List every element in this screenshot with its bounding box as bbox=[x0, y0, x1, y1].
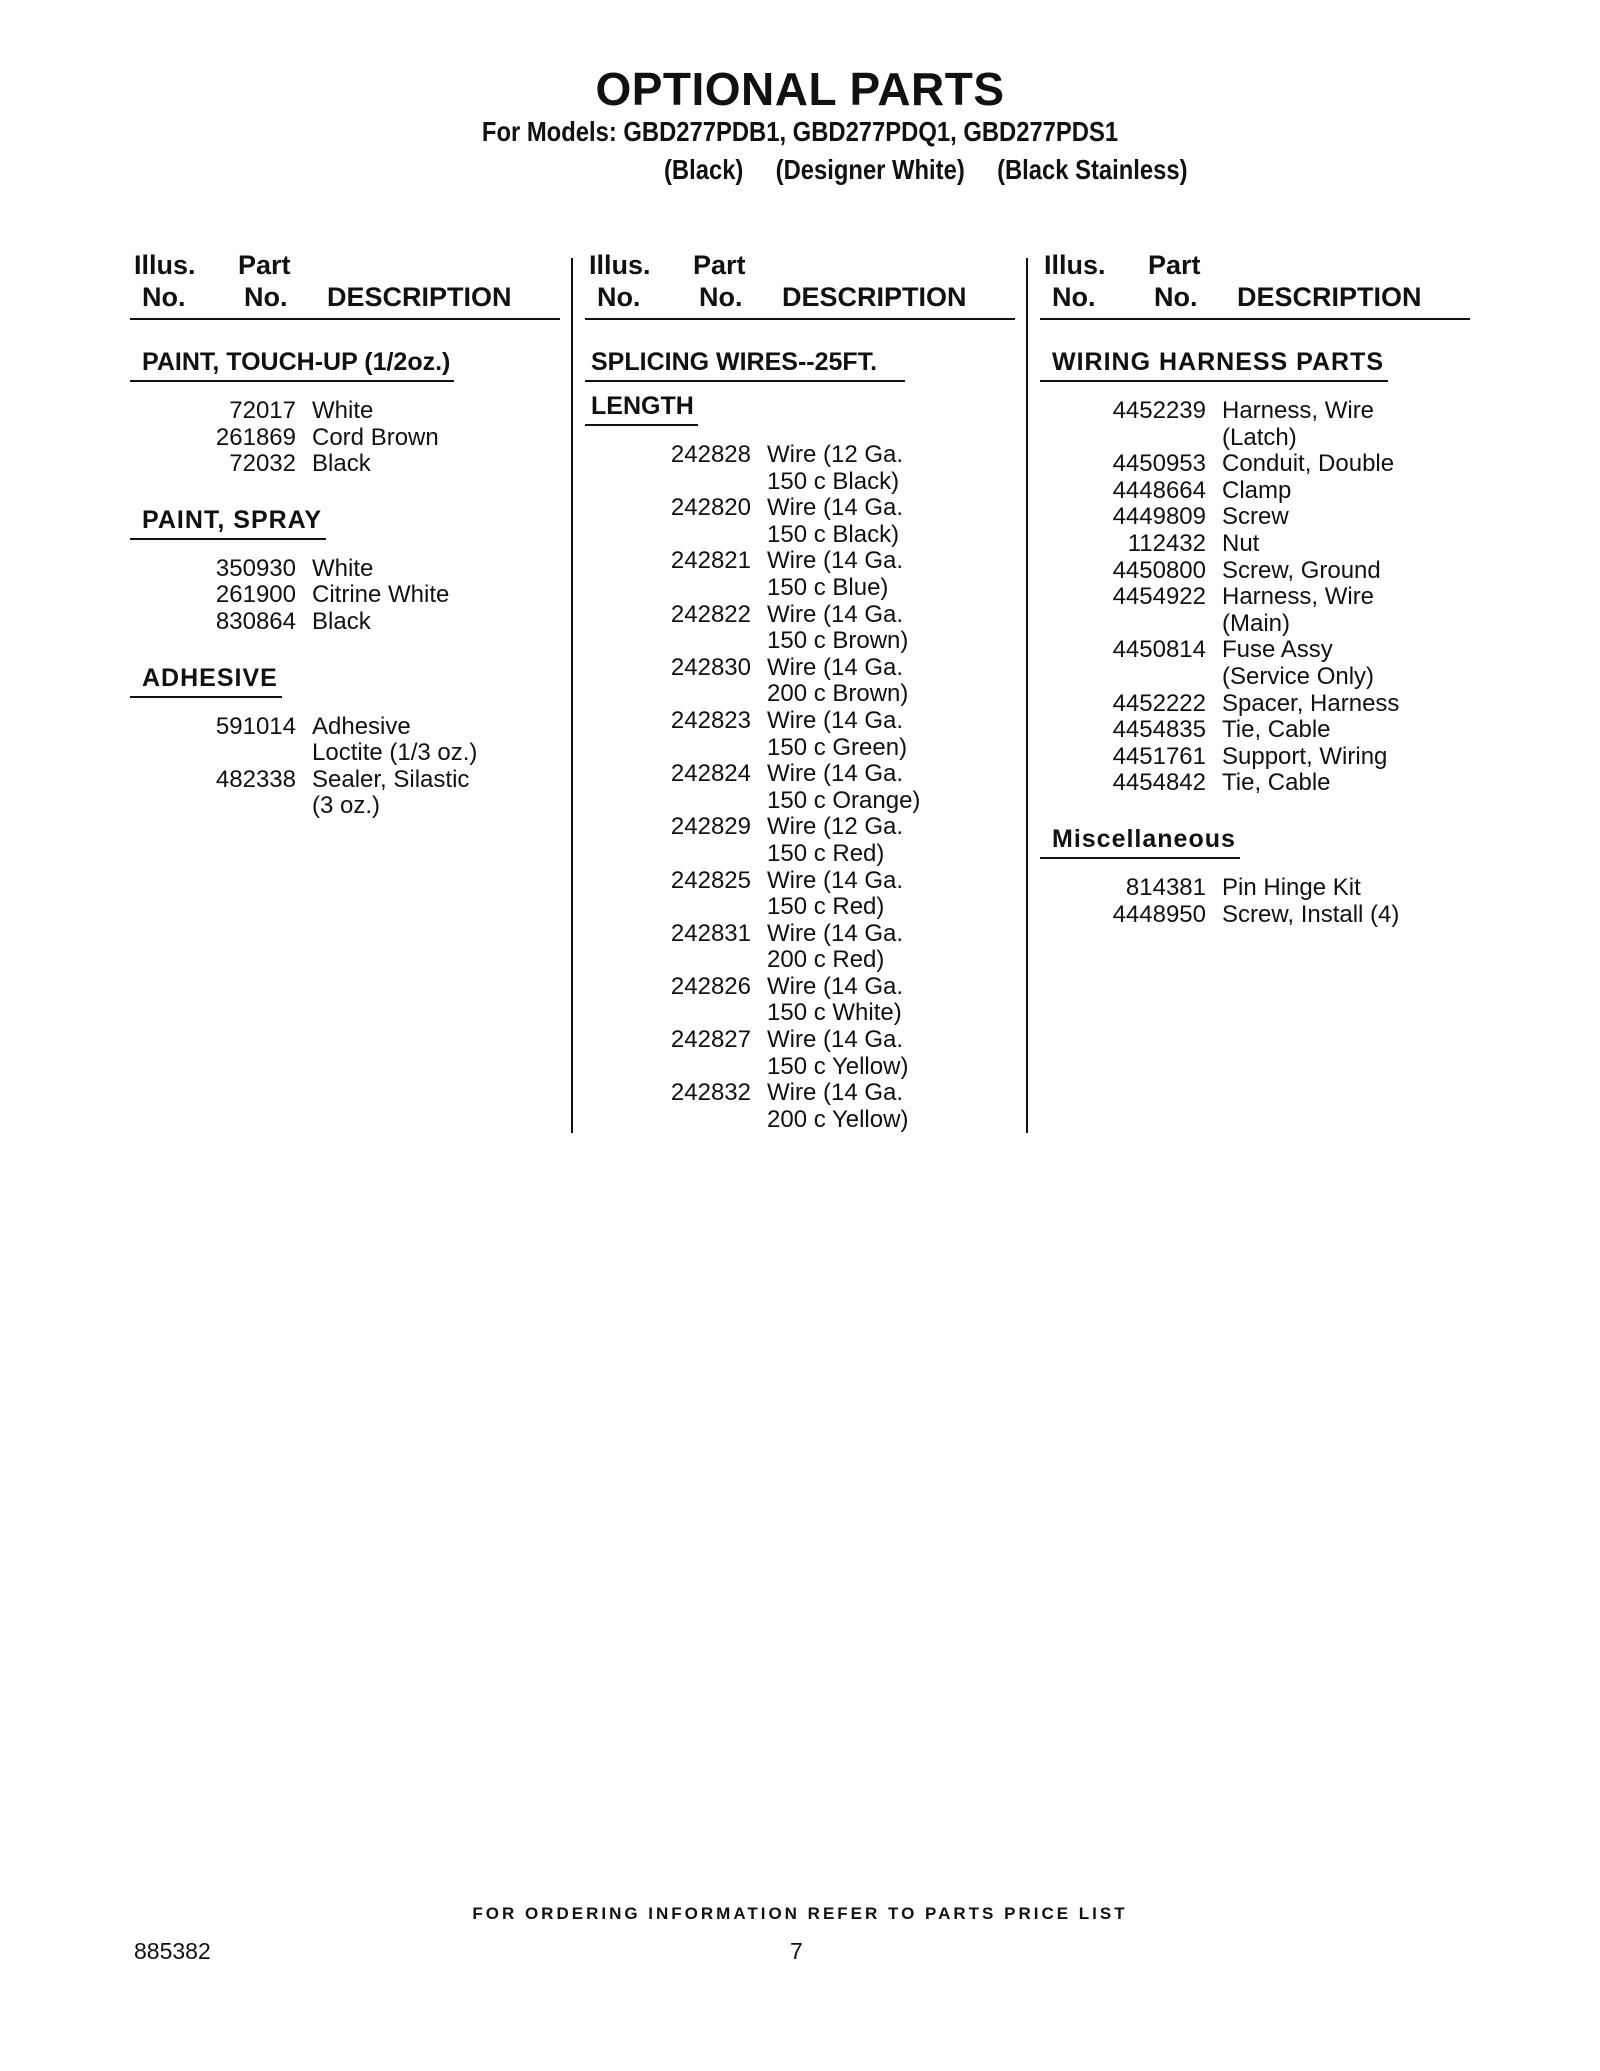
list-item bbox=[1040, 691, 1470, 718]
part-description: Tie, Cable bbox=[1222, 769, 1331, 797]
column-header bbox=[585, 250, 1015, 320]
header-description: DESCRIPTION bbox=[782, 282, 967, 312]
part-description: Wire (14 Ga. 150 c Black) bbox=[767, 494, 904, 548]
part-number: 4448664 bbox=[1112, 476, 1206, 504]
list-item bbox=[1040, 478, 1470, 505]
column-header bbox=[130, 250, 560, 320]
header-part-no: No. bbox=[244, 282, 288, 312]
part-number: 112432 bbox=[1127, 529, 1206, 557]
column-divider bbox=[571, 258, 573, 1133]
list-item bbox=[130, 609, 560, 636]
part-number: 4452239 bbox=[1112, 397, 1206, 424]
part-number: 261869 bbox=[215, 423, 296, 451]
part-description: Wire (14 Ga. 200 c Red) bbox=[767, 919, 904, 974]
section-title: SPLICING WIRES--25FT. bbox=[585, 348, 905, 382]
list-item bbox=[130, 556, 560, 583]
section-title: PAINT, SPRAY bbox=[130, 506, 326, 540]
list-item bbox=[1040, 451, 1470, 478]
list-item bbox=[1040, 744, 1470, 771]
section-miscellaneous bbox=[1040, 825, 1470, 928]
list-item bbox=[585, 602, 1015, 655]
list-item bbox=[585, 761, 1015, 814]
header-description: DESCRIPTION bbox=[1237, 282, 1422, 312]
part-description: Wire (12 Ga. 150 c Red) bbox=[767, 813, 904, 867]
ordering-note: FOR ORDERING INFORMATION REFER TO PARTS PRICE LIST bbox=[472, 1904, 1128, 1923]
part-number: 350930 bbox=[215, 554, 296, 582]
section-splicing-wires bbox=[585, 348, 1015, 1133]
part-description: Cord Brown bbox=[312, 423, 439, 451]
part-number: 242820 bbox=[670, 494, 751, 522]
part-number: 242829 bbox=[670, 813, 751, 841]
list-item bbox=[130, 425, 560, 452]
part-description: Wire (14 Ga. 200 c Brown) bbox=[767, 653, 909, 708]
page-title: OPTIONAL PARTS bbox=[595, 63, 1005, 115]
part-description: Citrine White bbox=[312, 581, 450, 609]
models-subtitle: For Models: GBD277PDB1, GBD277PDQ1, GBD277PDS1 bbox=[481, 116, 1119, 147]
header-illus: Illus. bbox=[589, 250, 651, 280]
part-number: 4448950 bbox=[1112, 900, 1206, 928]
part-description: Sealer, Silastic (3 oz.) bbox=[312, 765, 470, 820]
header-illus-no: No. bbox=[142, 282, 186, 312]
header-description: DESCRIPTION bbox=[327, 282, 512, 312]
section-title: PAINT, TOUCH-UP (1/2oz.) bbox=[130, 348, 454, 382]
part-description: Wire (14 Ga. 200 c Yellow) bbox=[767, 1079, 909, 1133]
section-title: Miscellaneous bbox=[1040, 825, 1240, 859]
parts-column-2 bbox=[585, 250, 1015, 1133]
part-number: 4454842 bbox=[1112, 769, 1206, 797]
part-description: Pin Hinge Kit bbox=[1222, 873, 1361, 901]
part-number: 261900 bbox=[215, 581, 296, 609]
part-number: 830864 bbox=[215, 607, 296, 635]
list-item bbox=[1040, 637, 1470, 690]
part-number: 242823 bbox=[670, 706, 751, 734]
part-description: Support, Wiring bbox=[1222, 742, 1388, 770]
part-description: Harness, Wire (Main) bbox=[1222, 583, 1375, 637]
list-item bbox=[1040, 504, 1470, 531]
part-number: 242821 bbox=[670, 547, 751, 575]
part-description: Wire (14 Ga. 150 c Red) bbox=[767, 866, 904, 921]
list-item bbox=[1040, 875, 1470, 902]
header-illus-no: No. bbox=[1052, 282, 1096, 312]
parts-column-3 bbox=[1040, 250, 1470, 928]
list-item bbox=[130, 582, 560, 609]
part-number: 4450814 bbox=[1112, 636, 1206, 664]
part-number: 242832 bbox=[670, 1079, 751, 1107]
list-item bbox=[585, 442, 1015, 495]
section-title: WIRING HARNESS PARTS bbox=[1040, 348, 1388, 382]
part-number: 242825 bbox=[670, 866, 751, 894]
section-adhesive bbox=[130, 664, 560, 820]
section-wiring-harness bbox=[1040, 348, 1470, 797]
header-part-no: No. bbox=[699, 282, 743, 312]
variant-designer-white: (Designer White) bbox=[775, 154, 965, 185]
header-part: Part bbox=[693, 250, 746, 280]
part-description: Screw bbox=[1222, 503, 1289, 531]
part-number: 242827 bbox=[670, 1026, 751, 1054]
part-description: Wire (14 Ga. 150 c Yellow) bbox=[767, 1026, 909, 1080]
list-item bbox=[585, 548, 1015, 601]
list-item bbox=[585, 974, 1015, 1027]
list-item bbox=[585, 1080, 1015, 1133]
part-description: Wire (14 Ga. 150 c White) bbox=[767, 972, 904, 1027]
part-description: Wire (14 Ga. 150 c Green) bbox=[767, 706, 908, 761]
parts-column-1 bbox=[130, 250, 560, 820]
variant-black-stainless: (Black Stainless) bbox=[997, 154, 1188, 185]
part-number: 242826 bbox=[670, 972, 751, 1000]
list-item bbox=[1040, 584, 1470, 637]
list-item bbox=[1040, 558, 1470, 585]
header-part: Part bbox=[1148, 250, 1201, 280]
part-number: 72032 bbox=[229, 450, 296, 478]
model-variants bbox=[664, 154, 1188, 186]
part-description: Nut bbox=[1222, 529, 1260, 557]
part-description: Screw, Install (4) bbox=[1222, 900, 1400, 928]
header-illus: Illus. bbox=[1044, 250, 1106, 280]
part-description: White bbox=[312, 554, 374, 582]
part-number: 4454922 bbox=[1112, 583, 1206, 611]
variant-black: (Black) bbox=[664, 154, 744, 185]
part-description: Screw, Ground bbox=[1222, 556, 1381, 584]
part-number: 4452222 bbox=[1112, 689, 1206, 717]
header-part: Part bbox=[238, 250, 291, 280]
header-part-no: No. bbox=[1154, 282, 1198, 312]
part-number: 4450953 bbox=[1112, 450, 1206, 478]
part-description: Adhesive Loctite (1/3 oz.) bbox=[312, 712, 478, 767]
list-item bbox=[130, 767, 560, 820]
part-number: 814381 bbox=[1125, 873, 1206, 901]
list-item bbox=[1040, 770, 1470, 797]
part-number: 242831 bbox=[670, 919, 751, 947]
header-illus: Illus. bbox=[134, 250, 196, 280]
list-item bbox=[585, 868, 1015, 921]
section-title-line-2: LENGTH bbox=[585, 392, 698, 426]
part-description: White bbox=[312, 397, 374, 424]
part-description: Fuse Assy (Service Only) bbox=[1222, 636, 1375, 690]
header-illus-no: No. bbox=[597, 282, 641, 312]
column-header bbox=[1040, 250, 1470, 320]
part-number: 4454835 bbox=[1112, 716, 1206, 744]
part-description: Tie, Cable bbox=[1222, 716, 1331, 744]
list-item bbox=[585, 921, 1015, 974]
part-description: Wire (14 Ga. 150 c Orange) bbox=[767, 760, 921, 814]
list-item bbox=[1040, 398, 1470, 451]
list-item bbox=[585, 495, 1015, 548]
column-divider bbox=[1026, 258, 1028, 1133]
part-number: 72017 bbox=[229, 397, 296, 424]
list-item bbox=[585, 708, 1015, 761]
part-number: 4451761 bbox=[1112, 742, 1206, 770]
part-number: 242830 bbox=[670, 653, 751, 681]
document-number: 885382 bbox=[134, 1938, 211, 1964]
part-description: Wire (14 Ga. 150 c Brown) bbox=[767, 600, 909, 655]
list-item bbox=[1040, 531, 1470, 558]
section-paint-spray bbox=[130, 506, 560, 636]
part-number: 242824 bbox=[670, 760, 751, 788]
part-description: Harness, Wire (Latch) bbox=[1222, 397, 1375, 451]
list-item bbox=[130, 451, 560, 478]
list-item bbox=[130, 714, 560, 767]
part-number: 242822 bbox=[670, 600, 751, 628]
part-description: Black bbox=[312, 450, 371, 478]
part-description: Conduit, Double bbox=[1222, 450, 1395, 478]
list-item bbox=[585, 655, 1015, 708]
list-item bbox=[585, 1027, 1015, 1080]
list-item bbox=[1040, 717, 1470, 744]
list-item bbox=[585, 814, 1015, 867]
part-number: 4449809 bbox=[1112, 503, 1206, 531]
part-description: Black bbox=[312, 607, 371, 635]
part-description: Wire (12 Ga. 150 c Black) bbox=[767, 441, 904, 495]
page-number: 7 bbox=[790, 1938, 803, 1964]
section-paint-touch-up bbox=[130, 348, 560, 478]
part-number: 482338 bbox=[215, 765, 296, 793]
part-description: Clamp bbox=[1222, 476, 1292, 504]
list-item bbox=[1040, 902, 1470, 929]
part-description: Wire (14 Ga. 150 c Blue) bbox=[767, 547, 904, 601]
part-number: 591014 bbox=[215, 712, 296, 740]
part-number: 4450800 bbox=[1112, 556, 1206, 584]
section-title: ADHESIVE bbox=[130, 664, 282, 698]
part-description: Spacer, Harness bbox=[1222, 689, 1400, 717]
part-number: 242828 bbox=[670, 441, 751, 468]
list-item bbox=[130, 398, 560, 425]
